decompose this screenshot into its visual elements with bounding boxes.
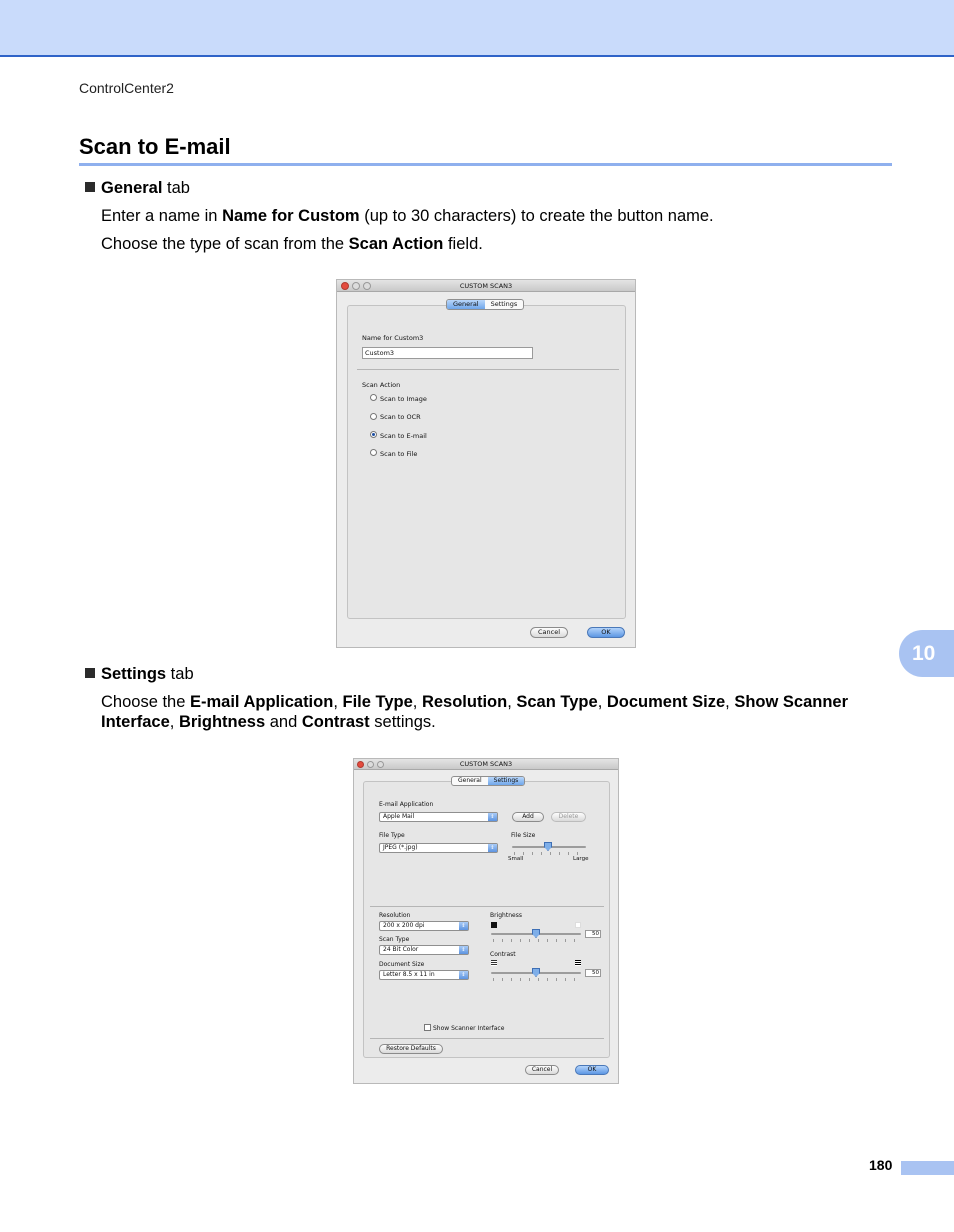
show-scanner-interface-checkbox[interactable] bbox=[424, 1024, 431, 1031]
delete-button[interactable]: Delete bbox=[551, 812, 586, 822]
custom-scan-dialog-settings bbox=[353, 758, 619, 1084]
low-contrast-icon bbox=[491, 960, 497, 966]
radio-label: Scan to OCR bbox=[380, 413, 421, 421]
square-bullet-icon bbox=[85, 182, 95, 192]
slider-ticks bbox=[514, 852, 584, 855]
section-title: Scan to E-mail bbox=[79, 134, 231, 159]
contrast-label: Contrast bbox=[490, 951, 516, 958]
email-application-select[interactable]: Apple Mail ⇕ bbox=[379, 812, 498, 822]
restore-defaults-button[interactable]: Restore Defaults bbox=[379, 1044, 443, 1054]
radio-scan-to-email[interactable] bbox=[370, 431, 377, 438]
radio-scan-to-image[interactable] bbox=[370, 394, 377, 401]
radio-label: Scan to Image bbox=[380, 395, 427, 403]
ok-button[interactable]: OK bbox=[575, 1065, 609, 1075]
slider-ticks bbox=[493, 978, 579, 981]
running-head: ControlCenter2 bbox=[79, 80, 174, 96]
close-icon[interactable] bbox=[357, 761, 364, 768]
document-size-select[interactable]: Letter 8.5 x 11 in ⇕ bbox=[379, 970, 469, 980]
radio-scan-to-file[interactable] bbox=[370, 449, 377, 456]
tab-general[interactable]: General bbox=[458, 777, 482, 784]
show-scanner-interface-label: Show Scanner Interface bbox=[433, 1025, 505, 1032]
settings-instruction: Choose the E-mail Application, File Type, Resolution, Scan Type, Document Size, Show Scanner Interface, Brightness and Contrast settings. bbox=[101, 693, 849, 731]
high-contrast-icon bbox=[575, 960, 581, 966]
slider-ticks bbox=[493, 939, 579, 942]
resolution-select[interactable]: 200 x 200 dpi ⇕ bbox=[379, 921, 469, 931]
ok-button[interactable]: OK bbox=[587, 627, 625, 638]
file-size-large-label: Large bbox=[573, 856, 589, 862]
header-band bbox=[0, 0, 954, 57]
scan-action-label: Scan Action bbox=[362, 381, 401, 389]
cancel-button[interactable]: Cancel bbox=[530, 627, 568, 638]
dialog-titlebar: CUSTOM SCAN3 bbox=[337, 280, 635, 292]
file-type-label: File Type bbox=[379, 832, 405, 839]
title-rule bbox=[79, 163, 892, 166]
updown-arrows-icon: ⇕ bbox=[459, 971, 468, 979]
square-bullet-icon bbox=[85, 668, 95, 678]
tab-settings[interactable]: Settings bbox=[488, 777, 525, 785]
dark-swatch-icon bbox=[491, 922, 497, 928]
chapter-tab: 10 bbox=[899, 630, 954, 677]
updown-arrows-icon: ⇕ bbox=[488, 813, 497, 821]
tab-switcher bbox=[446, 299, 524, 310]
resolution-label: Resolution bbox=[379, 912, 411, 919]
document-size-label: Document Size bbox=[379, 961, 425, 968]
page-number: 180 bbox=[869, 1157, 893, 1173]
general-instruction-1: Enter a name in Name for Custom (up to 30 characters) to create the button name. bbox=[101, 207, 714, 225]
brightness-label: Brightness bbox=[490, 912, 522, 919]
email-application-label: E-mail Application bbox=[379, 801, 434, 808]
brightness-value[interactable]: 50 bbox=[585, 930, 601, 938]
updown-arrows-icon: ⇕ bbox=[459, 922, 468, 930]
radio-scan-to-ocr[interactable] bbox=[370, 413, 377, 420]
light-swatch-icon bbox=[575, 922, 581, 928]
general-instruction-2: Choose the type of scan from the Scan Action field. bbox=[101, 235, 483, 253]
name-for-custom-label: Name for Custom3 bbox=[362, 334, 424, 342]
zoom-icon[interactable] bbox=[363, 282, 371, 290]
file-size-label: File Size bbox=[511, 832, 536, 839]
file-size-small-label: Small bbox=[508, 856, 524, 862]
add-button[interactable]: Add bbox=[512, 812, 544, 822]
name-for-custom-input[interactable]: Custom3 bbox=[362, 347, 533, 359]
scan-type-label: Scan Type bbox=[379, 936, 410, 943]
divider bbox=[370, 1038, 604, 1039]
file-type-select[interactable]: JPEG (*.jpg) ⇕ bbox=[379, 843, 498, 853]
cancel-button[interactable]: Cancel bbox=[525, 1065, 559, 1075]
tab-switcher bbox=[451, 776, 525, 786]
radio-label: Scan to E-mail bbox=[380, 432, 427, 440]
custom-scan-dialog-general bbox=[336, 279, 636, 648]
updown-arrows-icon: ⇕ bbox=[488, 844, 497, 852]
tab-settings[interactable]: Settings bbox=[490, 300, 518, 308]
zoom-icon[interactable] bbox=[377, 761, 384, 768]
close-icon[interactable] bbox=[341, 282, 349, 290]
settings-bullet: Settings tab bbox=[85, 665, 194, 684]
updown-arrows-icon: ⇕ bbox=[459, 946, 468, 954]
page-number-bar bbox=[901, 1161, 954, 1175]
divider bbox=[357, 369, 619, 370]
divider bbox=[370, 906, 604, 907]
scan-type-select[interactable]: 24 Bit Color ⇕ bbox=[379, 945, 469, 955]
radio-label: Scan to File bbox=[380, 450, 418, 458]
contrast-value[interactable]: 50 bbox=[585, 969, 601, 977]
general-bullet: General tab bbox=[85, 179, 190, 198]
minimize-icon[interactable] bbox=[352, 282, 360, 290]
tab-panel bbox=[363, 781, 610, 1058]
dialog-titlebar: CUSTOM SCAN3 bbox=[354, 759, 618, 770]
tab-general[interactable]: General bbox=[447, 300, 485, 309]
minimize-icon[interactable] bbox=[367, 761, 374, 768]
